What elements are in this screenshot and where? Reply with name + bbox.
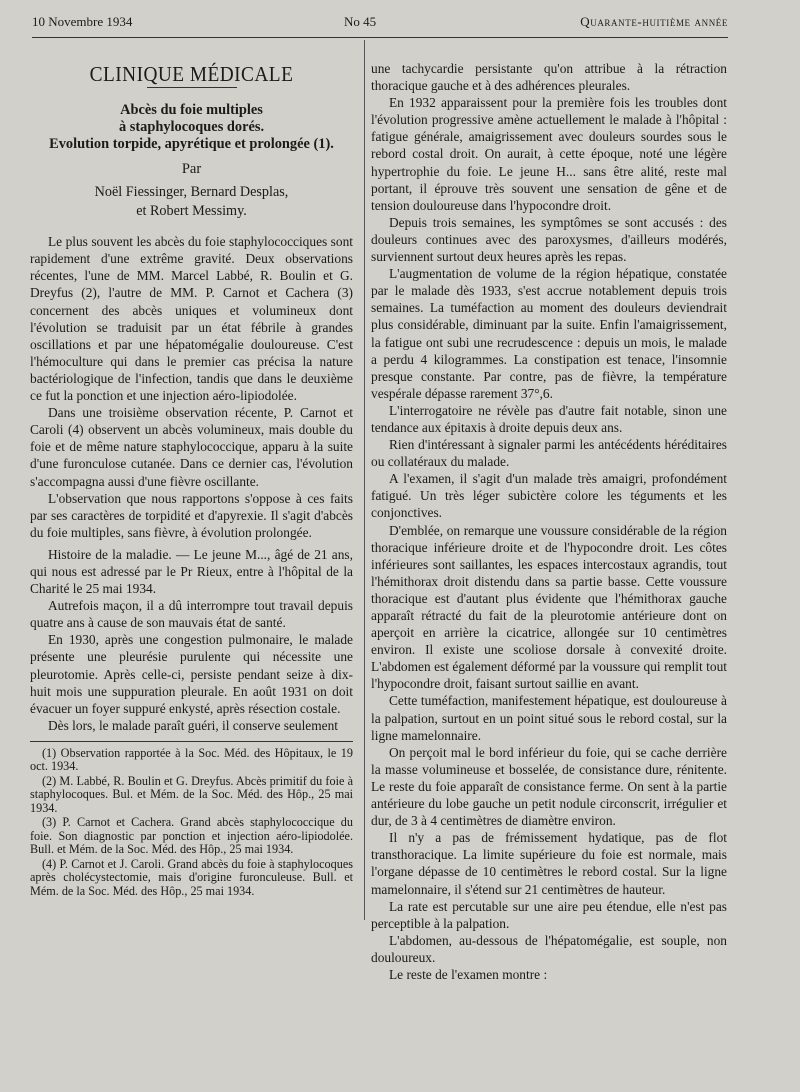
body-paragraph: Le plus souvent les abcès du foie staphylococciques sont rapidement d'une extrême gravité. Deux observations récentes, l'une de MM. Marcel Labbé, R. Boulin et G. Dreyfus (2), l'autre de MM. P. Carnot et Cachera (3) concernent des abcès uniques et volumineux dont l'évolution se traduisit par un état fébrile à grandes oscillations et par une hépatomégalie douloureuse. C'est l'hémoculture qui dans le premier cas précisa la nature bactériologique de l'infection, tandis que dans le deuxième ce fut la ponction et une injection aéro-lipiodolée. (30, 234, 353, 404)
body-paragraph: Rien d'intéressant à signaler parmi les antécédents héréditaires ou collatéraux du malade. (371, 437, 727, 470)
body-paragraph: L'observation que nous rapportons s'oppose à ces faits par ses caractères de torpidité et d'apyrexie. Il s'agit d'abcès du foie multiples, sans fièvre, à évolution prolongée. (30, 490, 353, 540)
authors (30, 183, 353, 221)
body-paragraph: A l'examen, il s'agit d'un malade très amaigri, profondément fatigué. Un très léger subictère colore les téguments et les conjonctives. (371, 471, 727, 521)
body-paragraph: Il n'y a pas de frémissement hydatique, pas de flot transthoracique. La limite supérieure du foie est normale, mais l'organe dépasse de 10 centimètres le rebord costal. Sur la ligne mamelonnaire, il s'étend sur 21 centimètres de hauteur. (371, 830, 727, 897)
left-column (30, 56, 353, 899)
title-line: Evolution torpide, apyrétique et prolongée (1). (49, 136, 334, 153)
body-paragraph: On perçoit mal le bord inférieur du foie, qui se cache derrière la masse volumineuse et bosselée, de consistance dure, rénitente. Le reste du foie apparaît de consistance ferme. On sent à la partie antérieure du lobe gauche un petit nodule circonscrit, irrégulier et dur, de 3 à 4 centimètres de diamètre environ. (371, 744, 727, 829)
body-paragraph: En 1930, après une congestion pulmonaire, le malade présente une pleurésie purulente qui nécessite une pleurotomie. Après celle-ci, persiste pendant seize à dix-huit mois une suppuration pleurale. En août 1931 on doit évacuer un foyer suppuré enkysté, après résection costale. (30, 632, 353, 716)
column-divider (364, 40, 365, 920)
body-paragraph: La rate est percutable sur une aire peu étendue, elle n'est pas perceptible à la palpation. (371, 898, 727, 931)
running-header (32, 14, 728, 32)
body-paragraph: L'interrogatoire ne révèle pas d'autre fait notable, sinon une tendance aux épitaxis à droite depuis deux ans. (371, 402, 727, 435)
byline-par: Par (181, 161, 202, 178)
body-paragraph: une tachycardie persistante qu'on attribue à la rétraction thoracique gauche et à des adhérences pleurales. (371, 61, 727, 94)
footnote: (2) M. Labbé, R. Boulin et G. Dreyfus. Abcès primitif du foie à staphylocoques. Bul. et Mém. de la Soc. Méd. des Hôp., 25 mai 1934. (30, 773, 353, 815)
body-paragraph: En 1932 apparaissent pour la première fois les troubles dont l'évolution progressive amène actuellement le malade à l'hôpital : fatigue générale, amaigrissement avec douleurs sourdes sous le rebord costal droit. On aurait, à cette époque, noté une légère hypertrophie du foie. Le jeune H... sans être alité, reste mal portant, il éprouve très souvent une sensation de gêne et de tension douloureuse dans l'hypocondre droit. (371, 95, 727, 213)
body-paragraph: Autrefois maçon, il a dû interrompre tout travail depuis quatre ans à cause de son mauvais état de santé. (30, 598, 353, 631)
body-paragraph: L'abdomen, au-dessous de l'hépatomégalie, est souple, non douloureux. (371, 932, 727, 965)
section-title: CLINIQUE MÉDICALE (89, 62, 294, 86)
header-rule (32, 37, 728, 38)
body-paragraph: Histoire de la maladie. — Le jeune M..., âgé de 21 ans, qui nous est adressé par le Pr Rieux, entre à l'hôpital de la Charité le 25 mai 1934. (30, 546, 353, 597)
body-paragraph: Depuis trois semaines, les symptômes se sont accusés : des douleurs continues avec des paroxysmes, d'ailleurs modérés, surviennent surtout deux heures après les repas. (371, 214, 727, 265)
author-line: et Robert Messimy. (136, 203, 247, 220)
body-paragraph: D'emblée, on remarque une voussure considérable de la région thoracique inférieure droite et de l'hypocondre droit. Les côtes inférieures sont saillantes, les espaces intercostaux agrandis, tout l'hémithorax droit distendu dans sa partie basse. Cette voussure thoracique est d'autant plus évidente que l'hémithorax gauche apparaît rétracté du fait de la pleurotomie antérieure dont on aperçoit en arrière la cicatrice, allongée sur 10 centimètres environ. Il existe une scoliose dorsale à convexité droite. L'abdomen est également déformé par la voussure qui remplit tout l'hypocondre droit, faisant surtout saillie en avant. (371, 522, 727, 692)
body-paragraph: Cette tuméfaction, manifestement hépatique, est douloureuse à la palpation, surtout en un point situé sous le rebord costal, sur la ligne mamelonnaire. (371, 693, 727, 743)
right-column (371, 60, 727, 983)
title-line: Abcès du foie multiples (120, 102, 263, 119)
left-body (30, 233, 353, 734)
section-rule (147, 87, 237, 88)
footnote-rule (30, 741, 353, 742)
author-line: Noël Fiessinger, Bernard Desplas, (94, 184, 289, 201)
footnote: (4) P. Carnot et J. Caroli. Grand abcès du foie à staphylocoques après cholécystectomie, mais d'origine furonculeuse. Bull. et Mém. de la Soc. Méd. des Hôp., 25 mai 1934. (30, 856, 353, 898)
footnote: (3) P. Carnot et Cachera. Grand abcès staphylococcique du foie. Son diagnostic par ponction et injection aéro-lipiodolée. Bull. et Mém. de la Soc. Méd. des Hôp., 25 mai 1934. (30, 815, 353, 857)
body-paragraph: L'augmentation de volume de la région hépatique, constatée par le malade dès 1933, s'est accrue notablement depuis trois semaines. La tuméfaction au moment des douleurs deviendrait plus considérable, diminuant par la suite. Enfin l'amaigrissement, la fatigue ont subi une recrudescence : depuis un mois, le malade a perdu 4 kilogrammes. La constipation est tenace, l'insomnie presque constante. Par contre, pas de fièvre, la température vespérale dépasse rarement 37°,6. (371, 266, 727, 401)
article-title (30, 102, 353, 153)
footnote: (1) Observation rapportée à la Soc. Méd. des Hôpitaux, le 19 oct. 1934. (30, 745, 353, 774)
body-paragraph: Dès lors, le malade paraît guéri, il conserve seulement (48, 717, 339, 733)
issue-number: No 45 (344, 14, 377, 29)
title-line: à staphylocoques dorés. (118, 119, 265, 136)
body-paragraph: Dans une troisième observation récente, P. Carnot et Caroli (4) observent un abcès volumineux, mais double du foie et de même nature staphylococcique, apparu à la suite d'une furonculose cutanée. Dans ce dernier cas, l'évolution s'accompagna aussi d'une fièvre oscillante. (30, 405, 353, 489)
publication-year: Quarante-huitième année (580, 14, 728, 29)
issue-date: 10 Novembre 1934 (32, 14, 133, 29)
footnotes (30, 747, 353, 899)
body-paragraph: Le reste de l'examen montre : (389, 966, 548, 982)
